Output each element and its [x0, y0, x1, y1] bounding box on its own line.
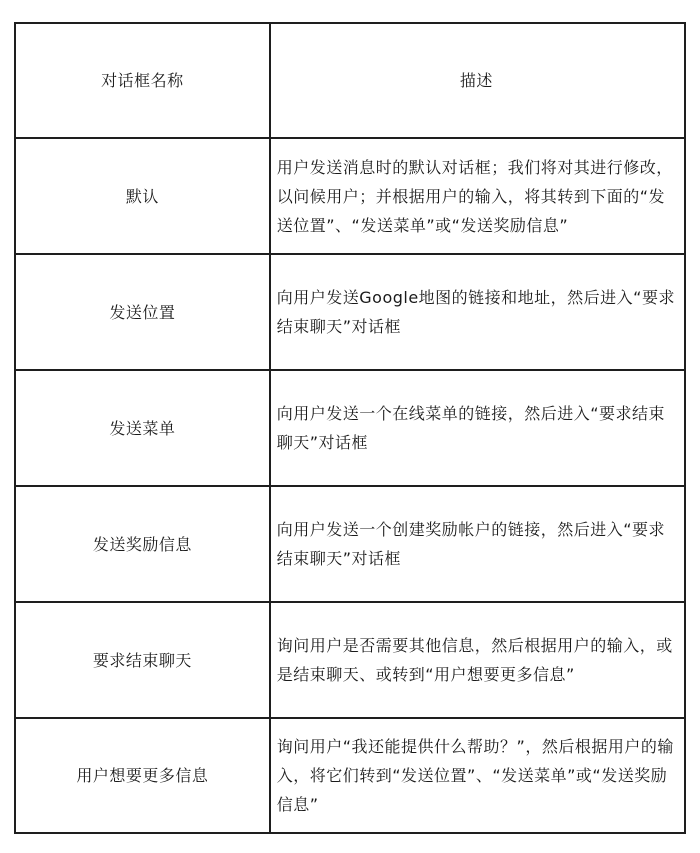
dialog-name-cell: 用户想要更多信息	[15, 718, 270, 833]
dialog-name-cell: 要求结束聊天	[15, 602, 270, 718]
dialog-name-cell: 发送奖励信息	[15, 486, 270, 602]
description-cell: 询问用户是否需要其他信息，然后根据用户的输入，或是结束聊天、或转到“用户想要更多信息”	[270, 602, 685, 718]
header-description: 描述	[270, 23, 685, 138]
dialog-name-cell: 发送位置	[15, 254, 270, 370]
description-cell: 向用户发送一个在线菜单的链接，然后进入“要求结束聊天”对话框	[270, 370, 685, 486]
description-cell: 用户发送消息时的默认对话框；我们将对其进行修改，以问候用户；并根据用户的输入，将其转到下面的“发送位置”、“发送菜单”或“发送奖励信息”	[270, 138, 685, 254]
header-dialog-name: 对话框名称	[15, 23, 270, 138]
table-row	[15, 370, 685, 486]
table-header-row	[15, 23, 685, 138]
dialog-table	[14, 22, 686, 834]
description-cell: 向用户发送Google地图的链接和地址，然后进入“要求结束聊天”对话框	[270, 254, 685, 370]
dialog-name-cell: 默认	[15, 138, 270, 254]
table-row	[15, 138, 685, 254]
table-row	[15, 486, 685, 602]
description-cell: 向用户发送一个创建奖励帐户的链接，然后进入“要求结束聊天”对话框	[270, 486, 685, 602]
table-row	[15, 602, 685, 718]
table-row	[15, 254, 685, 370]
table-row	[15, 718, 685, 833]
dialog-name-cell: 发送菜单	[15, 370, 270, 486]
description-cell: 询问用户“我还能提供什么帮助？”，然后根据用户的输入，将它们转到“发送位置”、“发送菜单”或“发送奖励信息”	[270, 718, 685, 833]
